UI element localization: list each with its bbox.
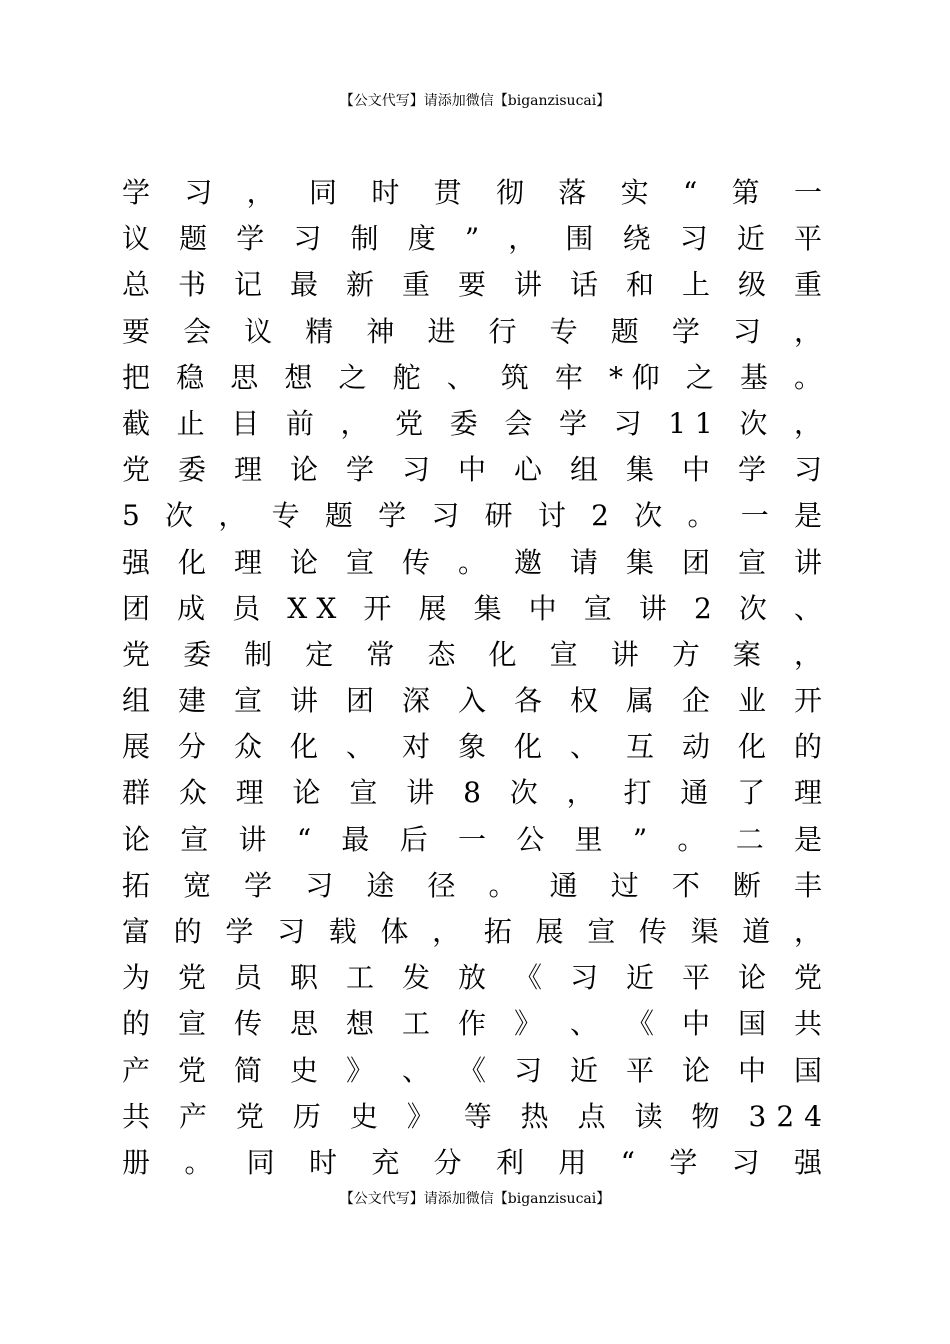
text-line: 富 的 学 习 载 体 ， 拓 展 宣 传 渠 道 ， [122, 915, 830, 948]
text-line: 党 委 制 定 常 态 化 宣 讲 方 案 ， [122, 637, 835, 671]
text-line: 论 宣 讲 “ 最 后 一 公 里 ” 。 二 是 [122, 822, 833, 856]
text-line: 学 习 ， 同 时 贯 彻 落 实 “ 第 一 [122, 176, 835, 209]
text-line: 为 党 员 职 工 发 放 《 习 近 平 论 党 [122, 961, 832, 995]
text-line: 议 题 学 习 制 度 ” ， 围 绕 习 近 平 [122, 222, 833, 256]
text-line: 拓 宽 学 习 途 径 。 通 过 不 断 丰 [122, 868, 835, 902]
text-line: 强 化 理 论 宣 传 。 邀 请 集 团 宣 讲 [122, 545, 832, 579]
text-line: 总 书 记 最 新 重 要 讲 话 和 上 级 重 [122, 268, 832, 302]
page-footer: 【公文代写】请添加微信【biganzisucai】 [339, 1191, 611, 1207]
text-line: 团 成 员 XX 开 展 集 中 宣 讲 2 次 、 [122, 591, 832, 625]
text-line: 产 党 简 史 》 、 《 习 近 平 论 中 国 [122, 1053, 832, 1087]
text-line: 要 会 议 精 神 进 行 专 题 学 习 ， [122, 314, 835, 348]
text-line: 5 次 ， 专 题 学 习 研 讨 2 次 。 一 是 [122, 499, 831, 533]
text-line: 截 止 目 前 ， 党 委 会 学 习 11 次 ， [122, 406, 831, 440]
body-text [122, 170, 835, 1186]
text-line: 共 产 党 历 史 》 等 热 点 读 物 324 [122, 1099, 833, 1133]
text-line: 把 稳 思 想 之 舵 、 筑 牢 *仰 之 基 。 [122, 360, 831, 394]
text-line: 群 众 理 论 宣 讲 8 次 ， 打 通 了 理 [122, 776, 832, 810]
text-line: 的 宣 传 思 想 工 作 》 、 《 中 国 共 [122, 1007, 832, 1041]
text-line: 展 分 众 化 、 对 象 化 、 互 动 化 的 [122, 730, 832, 764]
page-header: 【公文代写】请添加微信【biganzisucai】 [339, 93, 611, 109]
text-line: 组 建 宣 讲 团 深 入 各 权 属 企 业 开 [122, 684, 832, 718]
text-line: 册 。 同 时 充 分 利 用 “ 学 习 强 [122, 1145, 835, 1179]
text-line: 党 委 理 论 学 习 中 心 组 集 中 学 习 [122, 453, 832, 487]
